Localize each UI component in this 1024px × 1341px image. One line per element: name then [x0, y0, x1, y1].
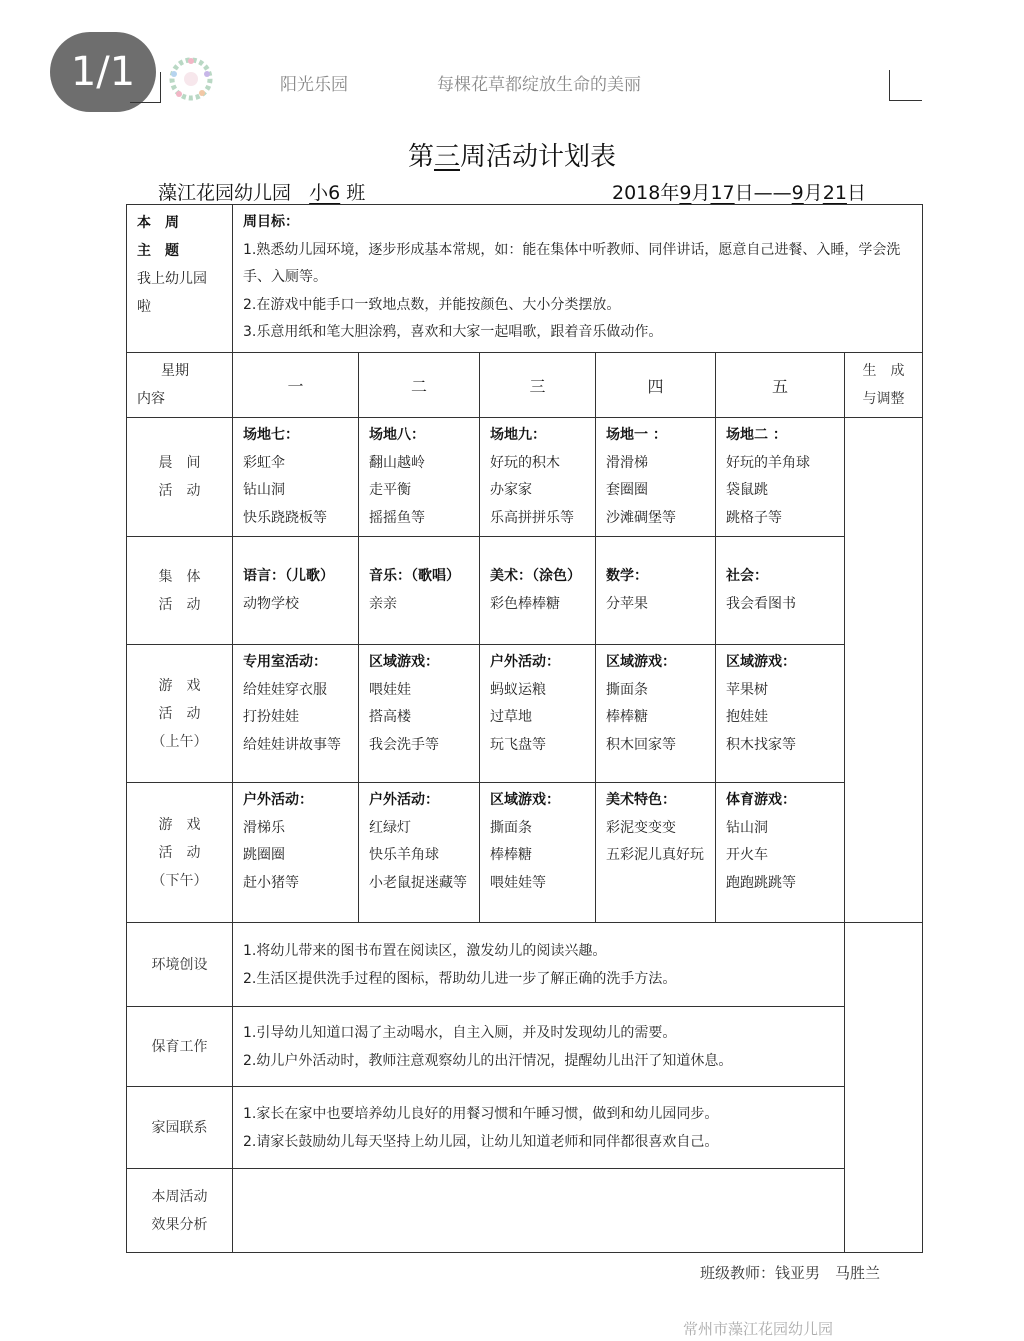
theme-label-line2: 主 题	[137, 243, 179, 259]
cell-line: 棒棒糖	[606, 709, 648, 725]
cell-line: 搭高楼	[369, 709, 411, 725]
game-pm-cell-fri	[716, 783, 845, 923]
game-pm-cell-wed	[480, 783, 596, 923]
analysis-label-line2: 效果分析	[151, 1216, 208, 1233]
cell-line: 好玩的羊角球	[726, 454, 810, 471]
cell-line: 沙滩碉堡等	[606, 509, 676, 526]
date-text-4: 日	[846, 182, 866, 204]
morning-label-line2: 活 动	[158, 483, 201, 499]
group-cell-tue	[359, 537, 480, 645]
day-header-wed: 三	[480, 353, 596, 418]
cell-line: 走平衡	[369, 482, 411, 498]
cell-line: 打扮娃娃	[243, 709, 299, 725]
morning-cell-wed	[480, 418, 596, 537]
theme-label-line1: 本 周	[137, 215, 179, 231]
adjust-column-cell	[845, 418, 923, 923]
group-label-line1: 集 体	[158, 568, 201, 585]
weekly-goals-cell	[233, 205, 923, 353]
cell-line: 彩色棒棒糖	[490, 595, 560, 612]
cell-line: 滑梯乐	[243, 819, 285, 836]
theme-name-line1: 我上幼儿园	[137, 271, 207, 287]
date-text-2: 日——	[734, 182, 792, 204]
date-year: 2018年	[612, 182, 680, 204]
cell-head: 户外活动：	[369, 792, 439, 808]
cell-line: 动物学校	[243, 595, 299, 612]
class-number: 小6	[309, 182, 341, 204]
game-pm-cell-mon	[233, 783, 359, 923]
cell-line: 过草地	[490, 709, 532, 725]
header-slogan: 每棵花草都绽放生命的美丽	[437, 75, 641, 95]
theme-name-line2: 啦	[137, 299, 151, 315]
cell-line: 抱娃娃	[726, 709, 768, 725]
group-label	[127, 537, 233, 645]
environment-content	[233, 923, 845, 1007]
title-suffix: 周活动计划表	[460, 142, 617, 172]
cell-line: 五彩泥儿真好玩	[606, 847, 704, 863]
title-week-number: 三	[433, 142, 460, 172]
cell-line: 跑跑跳跳等	[726, 874, 796, 891]
cell-head: 区域游戏：	[726, 654, 796, 670]
cell-line: 办家家	[490, 482, 532, 498]
environment-line: 2.生活区提供洗手过程的图标，帮助幼儿进一步了解正确的洗手方法。	[243, 970, 677, 987]
cell-line: 摇摇鱼等	[369, 509, 425, 526]
morning-label-line1: 晨 间	[158, 455, 201, 471]
page-title	[0, 136, 1024, 173]
cell-line: 喂娃娃等	[490, 874, 546, 891]
cell-line: 蚂蚁运粮	[490, 681, 546, 698]
class-suffix: 班	[346, 182, 366, 204]
cell-line: 彩泥变变变	[606, 819, 676, 836]
cell-line: 撕面条	[606, 681, 648, 698]
cell-line: 翻山越岭	[369, 454, 425, 471]
game-pm-label-line1: 游 戏	[158, 816, 201, 833]
cell-head: 场地八：	[369, 427, 425, 443]
game-am-cell-fri	[716, 645, 845, 783]
theme-row	[127, 205, 923, 353]
cell-line: 好玩的积木	[490, 454, 560, 471]
goal-item: 2.在游戏中能手口一致地点数，并能按颜色、大小分类摆放。	[243, 296, 621, 313]
analysis-row	[127, 1169, 923, 1253]
cell-head: 专用室活动：	[243, 654, 327, 670]
care-line: 2.幼儿户外活动时，教师注意观察幼儿的出汗情况，提醒幼儿出汗了知道休息。	[243, 1052, 733, 1069]
game-pm-row	[127, 783, 923, 923]
cell-head: 场地九：	[490, 427, 546, 443]
date-end-month: 9	[791, 182, 804, 204]
cell-head: 体育游戏：	[726, 792, 796, 808]
cell-line: 滑滑梯	[606, 454, 648, 471]
cell-head: 区域游戏：	[606, 654, 676, 670]
cell-line: 开火车	[726, 847, 768, 863]
cell-head: 社会：	[726, 568, 768, 584]
game-am-label	[127, 645, 233, 783]
cell-line: 苹果树	[726, 681, 768, 698]
game-am-cell-thu	[596, 645, 716, 783]
home-label: 家园联系	[127, 1087, 233, 1169]
cell-line: 亲亲	[369, 595, 397, 612]
cell-head: 场地二 ：	[726, 427, 787, 443]
corner-mark-right	[889, 70, 922, 101]
class-teachers: 班级教师：钱亚男 马胜兰	[700, 1264, 881, 1282]
game-am-cell-wed	[480, 645, 596, 783]
morning-row	[127, 418, 923, 537]
cell-line: 快乐跷跷板等	[243, 509, 327, 526]
home-line: 2.请家长鼓励幼儿每天坚持上幼儿园，让幼儿知道老师和同伴都很喜欢自己。	[243, 1133, 719, 1150]
footer-school-name: 常州市藻江花园幼儿园	[683, 1320, 834, 1338]
analysis-label	[127, 1169, 233, 1253]
page-indicator-badge: 1/1	[50, 32, 156, 112]
cell-line: 喂娃娃	[369, 681, 411, 698]
activity-plan-table	[126, 204, 923, 1253]
day-header-thu: 四	[596, 353, 716, 418]
cell-head: 场地七：	[243, 427, 299, 443]
cell-line: 钻山洞	[243, 482, 285, 498]
group-row	[127, 537, 923, 645]
school-class-line	[158, 178, 365, 205]
morning-cell-thu	[596, 418, 716, 537]
corner-content: 内容	[137, 391, 165, 407]
cell-head: 户外活动：	[243, 792, 313, 808]
care-content	[233, 1007, 845, 1087]
morning-cell-tue	[359, 418, 480, 537]
environment-label: 环境创设	[127, 923, 233, 1007]
date-text-1: 月	[691, 182, 711, 204]
flower-wreath-logo-icon	[166, 54, 216, 104]
cell-line: 袋鼠跳	[726, 482, 768, 498]
cell-line: 彩虹伞	[243, 454, 285, 471]
cell-line: 撕面条	[490, 819, 532, 836]
date-text-3: 月	[803, 182, 823, 204]
home-content	[233, 1087, 845, 1169]
date-range	[612, 178, 866, 205]
cell-line: 快乐羊角球	[369, 847, 439, 863]
theme-label-cell	[127, 205, 233, 353]
cell-line: 跳圈圈	[243, 847, 285, 863]
cell-line: 小老鼠捉迷藏等	[369, 874, 467, 891]
group-cell-thu	[596, 537, 716, 645]
game-pm-label	[127, 783, 233, 923]
goal-item: 1.熟悉幼儿园环境，逐步形成基本常规，如：能在集体中听教师、同伴讲话，愿意自己进餐、入睡，学会洗手、入厕等。	[243, 241, 901, 285]
morning-label	[127, 418, 233, 537]
days-header-row	[127, 353, 923, 418]
morning-cell-fri	[716, 418, 845, 537]
game-am-cell-mon	[233, 645, 359, 783]
day-header-mon: 一	[233, 353, 359, 418]
cell-head: 音乐：（歌唱）	[369, 568, 460, 584]
cell-head: 区域游戏：	[369, 654, 439, 670]
goal-item: 3.乐意用纸和笔大胆涂鸦，喜欢和大家一起唱歌，跟着音乐做动作。	[243, 324, 663, 340]
adjust-line2: 与调整	[862, 391, 905, 407]
environment-row	[127, 923, 923, 1007]
care-line: 1.引导幼儿知道口渴了主动喝水，自主入厕，并及时发现幼儿的需要。	[243, 1024, 677, 1041]
cell-line: 套圈圈	[606, 482, 648, 498]
care-row	[127, 1007, 923, 1087]
cell-head: 场地一 ：	[606, 427, 667, 443]
cell-line: 分苹果	[606, 595, 648, 612]
goal-title: 周目标：	[243, 214, 299, 230]
adjust-column-lower	[845, 923, 923, 1253]
environment-line: 1.将幼儿带来的图书布置在阅读区，激发幼儿的阅读兴趣。	[243, 942, 607, 959]
cell-line: 赶小猪等	[243, 874, 299, 891]
cell-head: 户外活动：	[490, 654, 560, 670]
corner-weekday: 星期	[161, 363, 189, 379]
cell-line: 钻山洞	[726, 819, 768, 836]
day-header-tue: 二	[359, 353, 480, 418]
cell-line: 给娃娃穿衣服	[243, 681, 327, 698]
adjust-line1: 生 成	[862, 363, 905, 379]
cell-line: 乐高拼拼乐等	[490, 509, 574, 526]
date-start-day: 17	[710, 182, 735, 204]
group-cell-fri	[716, 537, 845, 645]
cell-head: 美术特色：	[606, 792, 676, 808]
analysis-label-line1: 本周活动	[151, 1188, 208, 1205]
cell-head: 语言：（儿歌）	[243, 568, 334, 584]
cell-line: 积木找家等	[726, 736, 796, 753]
corner-mark-left	[130, 72, 161, 103]
game-am-cell-tue	[359, 645, 480, 783]
game-pm-cell-tue	[359, 783, 480, 923]
cell-head: 美术：（涂色）	[490, 568, 581, 584]
date-start-month: 9	[679, 182, 692, 204]
date-end-day: 21	[822, 182, 847, 204]
title-prefix: 第	[407, 142, 434, 172]
day-header-fri: 五	[716, 353, 845, 418]
home-row	[127, 1087, 923, 1169]
cell-line: 红绿灯	[369, 819, 411, 836]
cell-line: 我会洗手等	[369, 736, 439, 753]
game-am-label-line1: 游 戏	[158, 677, 201, 694]
cell-head: 数学：	[606, 568, 648, 584]
game-pm-label-line2: 活 动	[158, 844, 201, 861]
cell-head: 区域游戏：	[490, 792, 560, 808]
weekday-content-corner	[127, 353, 233, 418]
home-line: 1.家长在家中也要培养幼儿良好的用餐习惯和午睡习惯，做到和幼儿园同步。	[243, 1105, 719, 1122]
game-am-row	[127, 645, 923, 783]
group-label-line2: 活 动	[158, 596, 201, 613]
cell-line: 跳格子等	[726, 509, 782, 526]
game-pm-cell-thu	[596, 783, 716, 923]
group-cell-mon	[233, 537, 359, 645]
game-pm-label-line3: （下午）	[151, 872, 208, 889]
game-am-label-line2: 活 动	[158, 705, 201, 722]
morning-cell-mon	[233, 418, 359, 537]
header-park-name: 阳光乐园	[280, 75, 348, 95]
cell-line: 玩飞盘等	[490, 736, 546, 753]
analysis-content	[233, 1169, 845, 1253]
game-am-label-line3: （上午）	[151, 733, 208, 750]
adjust-header	[845, 353, 923, 418]
group-cell-wed	[480, 537, 596, 645]
cell-line: 给娃娃讲故事等	[243, 736, 341, 753]
school-name: 藻江花园幼儿园	[158, 182, 292, 204]
care-label: 保育工作	[127, 1007, 233, 1087]
cell-line: 积木回家等	[606, 736, 676, 753]
cell-line: 我会看图书	[726, 595, 796, 612]
cell-line: 棒棒糖	[490, 847, 532, 863]
